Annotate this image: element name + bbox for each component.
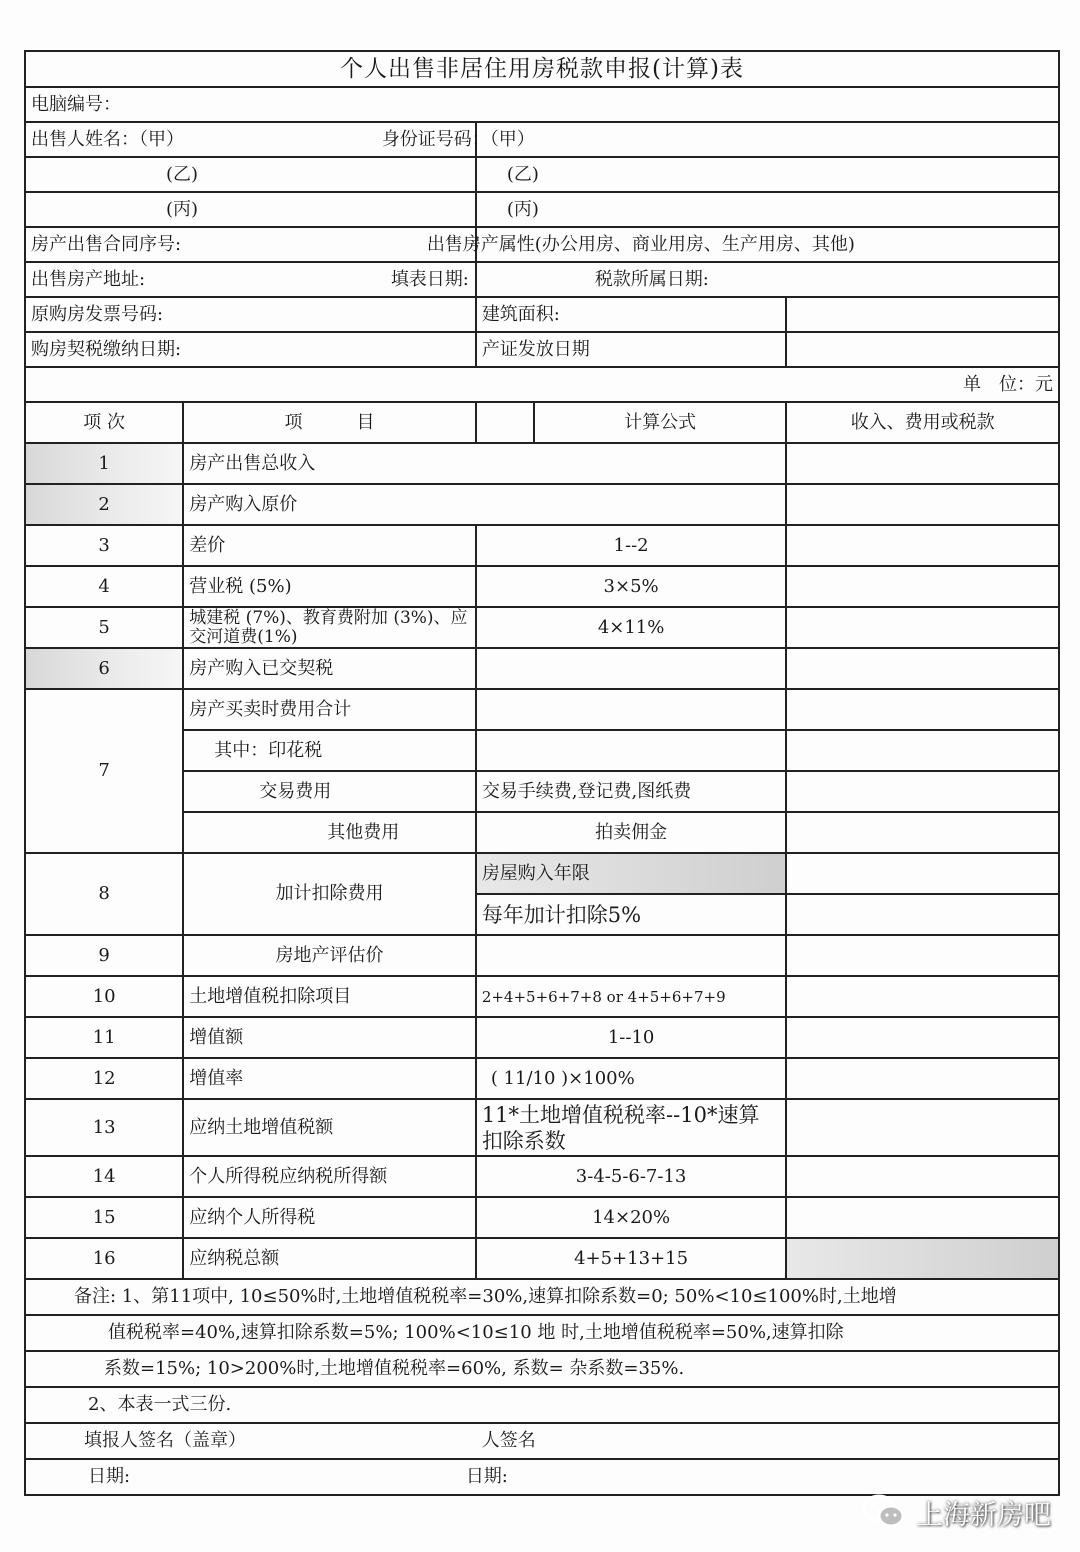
wechat-icon (862, 1492, 906, 1532)
row-10-formula: 2+4+5+6+7+8 or 4+5+6+7+9 (476, 976, 787, 1017)
row-9-formula (476, 935, 787, 976)
row-7-item: 房产买卖时费用合计 (183, 689, 476, 730)
row-12-no: 12 (25, 1058, 183, 1099)
row-12-formula: ( 11/10 )×100% (476, 1058, 787, 1099)
row-4-formula: 3×5% (476, 566, 787, 607)
row-7-formula (476, 689, 787, 730)
row-13-no: 13 (25, 1099, 183, 1156)
note-line-1: 备注: 1、第11项中, 10≤50%时,土地增值税税率=30%,速算扣除系数=0; 50%<10≤100%时,土地增 (25, 1279, 1059, 1315)
id-number-c: (丙) (476, 192, 1059, 227)
row-12-item: 增值率 (183, 1058, 476, 1099)
tax-period-label: 税款所属日期: (476, 262, 1059, 297)
deed-tax-date-label: 购房契税缴纳日期: (25, 332, 476, 367)
row-8-formula-a: 房屋购入年限 (476, 853, 787, 894)
note-line-3: 系数=15%; 10>200%时,土地增值税税率=60%, 系数= 杂系数=35%. (25, 1351, 1059, 1387)
row-1-item: 房产出售总收入 (183, 443, 786, 484)
row-8-amount-b (786, 894, 1059, 935)
row-7-other-amount (786, 812, 1059, 853)
row-2-amount (786, 484, 1059, 525)
col-seq-header: 项 次 (25, 402, 183, 443)
row-14-item: 个人所得税应纳税所得额 (183, 1156, 476, 1197)
row-4-item: 营业税 (5%) (183, 566, 476, 607)
row-6-item: 房产购入已交契税 (183, 648, 476, 689)
row-11-amount (786, 1017, 1059, 1058)
row-16-item: 应纳税总额 (183, 1238, 476, 1279)
id-number-b: (乙) (476, 157, 1059, 192)
seller-name-b: (乙) (25, 157, 476, 192)
unit-label: 单 位：元 (25, 367, 1059, 402)
col-blank-header (476, 402, 534, 443)
row-7-stamp-formula (476, 730, 787, 771)
row-14-no: 14 (25, 1156, 183, 1197)
cert-date-value (786, 332, 1059, 367)
row-3-formula: 1--2 (476, 525, 787, 566)
row-5-item: 城建税 (7%)、教育费附加 (3%)、应交河道费(1%) (183, 607, 476, 648)
seller-name-c: (丙) (25, 192, 476, 227)
row-7-trade-formula: 交易手续费,登记费,图纸费 (476, 771, 787, 812)
row-5-amount (786, 607, 1059, 648)
date-left-label: 日期: (88, 1466, 131, 1487)
row-3-no: 3 (25, 525, 183, 566)
col-item-header: 项 目 (183, 402, 476, 443)
row-2-item: 房产购入原价 (183, 484, 786, 525)
row-12-amount (786, 1058, 1059, 1099)
row-14-amount (786, 1156, 1059, 1197)
row-7-other-formula: 拍卖佣金 (476, 812, 787, 853)
row-4-amount (786, 566, 1059, 607)
contract-no-text: 房产出售合同序号: (31, 233, 182, 255)
row-6-formula (476, 648, 787, 689)
row-7-stamp-amount (786, 730, 1059, 771)
invoice-no-label: 原购房发票号码: (25, 297, 476, 332)
row-7-trade-fee: 交易费用 (183, 771, 476, 812)
row-11-formula: 1--10 (476, 1017, 787, 1058)
col-amount-header: 收入、费用或税款 (786, 402, 1059, 443)
row-13-formula: 11*土地增值税税率--10*速算扣除系数 (476, 1099, 787, 1156)
row-14-formula: 3-4-5-6-7-13 (476, 1156, 787, 1197)
date-right-label: 日期: (465, 1466, 508, 1487)
id-number-text: 身份证号码：（甲） (381, 128, 535, 150)
row-11-no: 11 (25, 1017, 183, 1058)
row-6-amount (786, 648, 1059, 689)
row-7-amount (786, 689, 1059, 730)
row-15-amount (786, 1197, 1059, 1238)
row-1-no: 1 (25, 443, 183, 484)
seller-name-label: 出售人姓名：（甲） (25, 122, 476, 157)
contract-no-label (25, 227, 476, 262)
filler-signature-label: 填报人签名（盖章） (84, 1430, 246, 1451)
row-15-formula: 14×20% (476, 1197, 787, 1238)
row-16-amount (786, 1238, 1059, 1279)
row-3-item: 差价 (183, 525, 476, 566)
row-8-item: 加计扣除费用 (183, 853, 476, 935)
row-10-no: 10 (25, 976, 183, 1017)
row-4-no: 4 (25, 566, 183, 607)
row-5-formula: 4×11% (476, 607, 787, 648)
row-9-item: 房地产评估价 (183, 935, 476, 976)
note-line-4: 2、本表一式三份. (25, 1387, 1059, 1423)
other-signature-label: 人签名 (481, 1430, 536, 1451)
row-5-no: 5 (25, 607, 183, 648)
watermark-text: 上海新房吧 (916, 1499, 1051, 1531)
address-label: 出售房产地址: (31, 268, 146, 290)
id-number-label (381, 122, 1059, 157)
row-16-formula: 4+5+13+15 (476, 1238, 787, 1279)
computer-no-label: 电脑编号： (25, 87, 1059, 122)
col-formula-header: 计算公式 (534, 402, 786, 443)
row-3-amount (786, 525, 1059, 566)
row-13-item: 应纳土地增值税额 (183, 1099, 476, 1156)
row-6-no: 6 (25, 648, 183, 689)
property-type-label: 出售房产属性(办公用房、商业用房、生产用房、其他) (426, 233, 855, 255)
row-7-no: 7 (25, 689, 183, 853)
row-1-amount (786, 443, 1059, 484)
address-row (25, 262, 476, 297)
row-7-trade-amount (786, 771, 1059, 812)
cert-date-label: 产证发放日期 (476, 332, 787, 367)
row-2-no: 2 (25, 484, 183, 525)
row-9-amount (786, 935, 1059, 976)
row-8-amount-a (786, 853, 1059, 894)
note-line-2: 值税税率=40%,速算扣除系数=5%; 100%<10≤10 地 时,土地增值税税率=50%,速算扣除 (25, 1315, 1059, 1351)
property-type-cell (426, 227, 1059, 262)
row-7-stamp-tax: 其中：印花税 (183, 730, 476, 771)
row-8-formula-b: 每年加计扣除5% (476, 894, 787, 935)
watermark (862, 1490, 1051, 1534)
row-11-item: 增值额 (183, 1017, 476, 1058)
floor-area-value (786, 297, 1059, 332)
row-13-amount (786, 1099, 1059, 1156)
row-15-no: 15 (25, 1197, 183, 1238)
fill-date-label: 填表日期: (390, 268, 469, 290)
floor-area-label: 建筑面积: (476, 297, 787, 332)
row-16-no: 16 (25, 1238, 183, 1279)
row-7-other-fee: 其他费用 (183, 812, 476, 853)
tax-declaration-form (24, 50, 1060, 1496)
form-title: 个人出售非居住用房税款申报(计算)表 (25, 51, 1059, 87)
row-9-no: 9 (25, 935, 183, 976)
row-10-amount (786, 976, 1059, 1017)
row-10-item: 土地增值税扣除项目 (183, 976, 476, 1017)
row-15-item: 应纳个人所得税 (183, 1197, 476, 1238)
row-8-no: 8 (25, 853, 183, 935)
signature-row (25, 1423, 1059, 1459)
